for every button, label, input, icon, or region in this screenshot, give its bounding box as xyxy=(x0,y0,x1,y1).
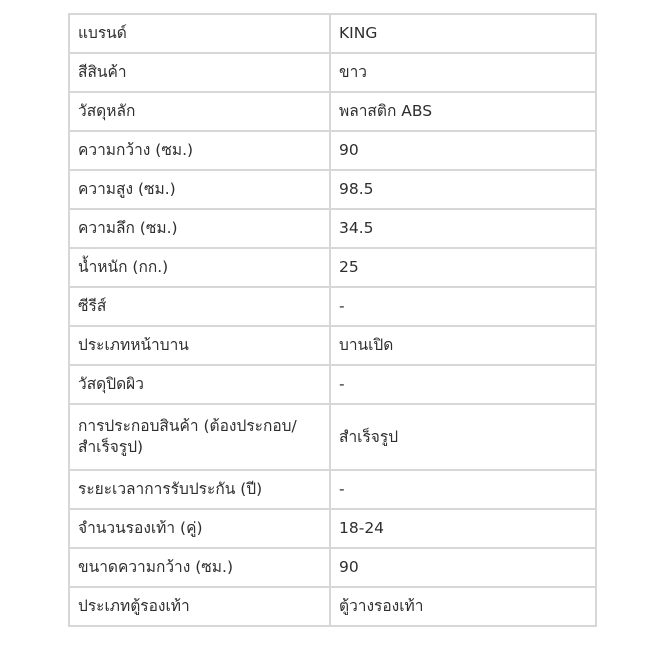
spec-value: 25 xyxy=(330,248,596,287)
spec-label: ขนาดความกว้าง (ซม.) xyxy=(69,548,330,587)
spec-value: - xyxy=(330,287,596,326)
spec-value: บานเปิด xyxy=(330,326,596,365)
spec-value: พลาสติก ABS xyxy=(330,92,596,131)
spec-value: สำเร็จรูป xyxy=(330,404,596,470)
spec-value: 34.5 xyxy=(330,209,596,248)
table-row xyxy=(69,365,596,404)
spec-label: สีสินค้า xyxy=(69,53,330,92)
spec-label: ประเภทหน้าบาน xyxy=(69,326,330,365)
spec-value: 98.5 xyxy=(330,170,596,209)
table-row xyxy=(69,509,596,548)
spec-value: - xyxy=(330,365,596,404)
table-row xyxy=(69,209,596,248)
table-row xyxy=(69,404,596,470)
spec-value: ขาว xyxy=(330,53,596,92)
spec-label: ระยะเวลาการรับประกัน (ปี) xyxy=(69,470,330,509)
table-row xyxy=(69,470,596,509)
spec-label: ความลึก (ซม.) xyxy=(69,209,330,248)
table-row xyxy=(69,548,596,587)
spec-value: 90 xyxy=(330,131,596,170)
spec-value: 18-24 xyxy=(330,509,596,548)
table-row xyxy=(69,587,596,626)
table-row xyxy=(69,92,596,131)
spec-label: แบรนด์ xyxy=(69,14,330,53)
table-row xyxy=(69,170,596,209)
table-row xyxy=(69,248,596,287)
table-row xyxy=(69,131,596,170)
spec-label: น้ำหนัก (กก.) xyxy=(69,248,330,287)
product-spec-table xyxy=(68,13,597,627)
spec-label: วัสดุปิดผิว xyxy=(69,365,330,404)
spec-value: - xyxy=(330,470,596,509)
spec-value: KING xyxy=(330,14,596,53)
spec-label: ซีรีส์ xyxy=(69,287,330,326)
spec-value: ตู้วางรองเท้า xyxy=(330,587,596,626)
spec-label: ความกว้าง (ซม.) xyxy=(69,131,330,170)
table-row xyxy=(69,326,596,365)
spec-label: ประเภทตู้รองเท้า xyxy=(69,587,330,626)
spec-label: การประกอบสินค้า (ต้องประกอบ/สำเร็จรูป) xyxy=(69,404,330,470)
table-row xyxy=(69,14,596,53)
spec-label: จำนวนรองเท้า (คู่) xyxy=(69,509,330,548)
table-row xyxy=(69,53,596,92)
table-row xyxy=(69,287,596,326)
spec-label: ความสูง (ซม.) xyxy=(69,170,330,209)
spec-value: 90 xyxy=(330,548,596,587)
spec-label: วัสดุหลัก xyxy=(69,92,330,131)
